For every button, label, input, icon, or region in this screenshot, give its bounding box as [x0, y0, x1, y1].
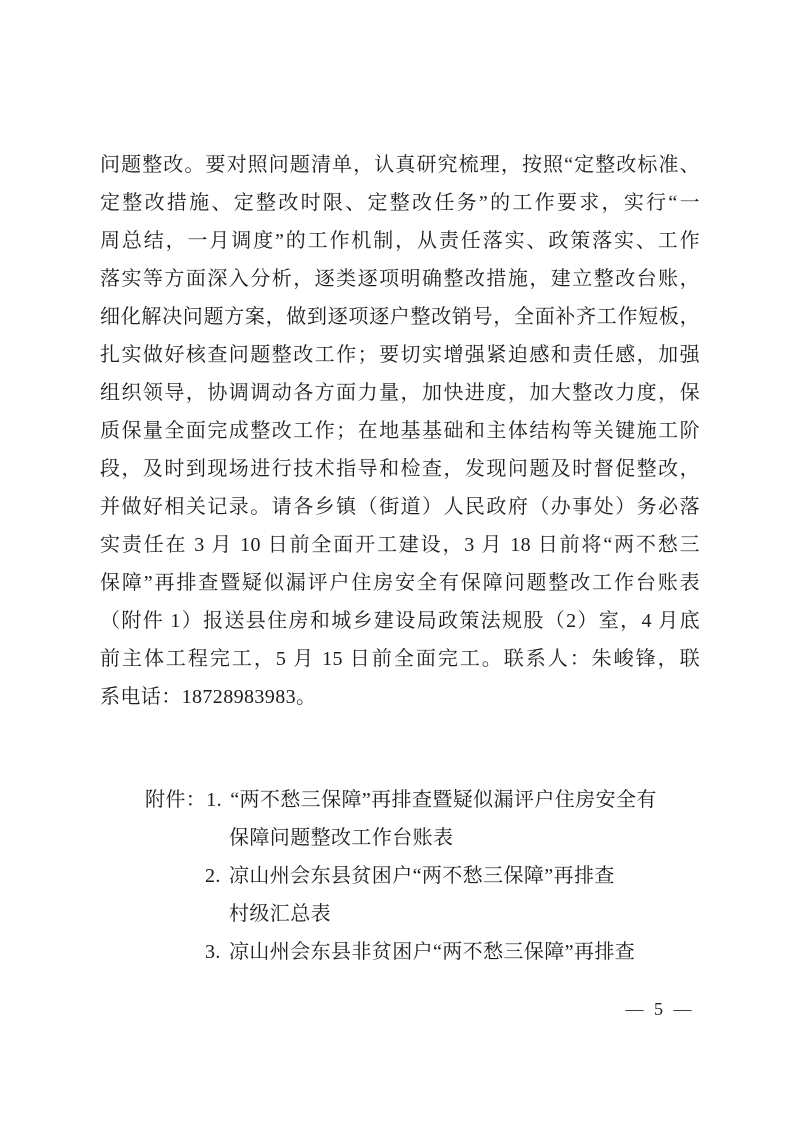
- body-line: 保障”再排查暨疑似漏评户住房安全有保障问题整改工作台账表: [100, 572, 700, 594]
- page-number: — 5 —: [625, 999, 695, 1019]
- body-line: 并做好相关记录。请各乡镇（街道）人民政府（办事处）务必落: [100, 496, 700, 518]
- attachment-3-number: 3.: [205, 941, 221, 963]
- body-line: （附件 1）报送县住房和城乡建设局政策法规股（2）室，4 月底: [100, 610, 700, 632]
- attachment-2-text: 凉山州会东县贫困户“两不愁三保障”再排查: [229, 865, 615, 887]
- attachment-3-text: 凉山州会东县非贫困户“两不愁三保障”再排查: [229, 941, 636, 963]
- attachment-item-1-continuation: [100, 819, 740, 857]
- body-line: 段，及时到现场进行技术指导和检查，发现问题及时督促整改，: [100, 458, 700, 480]
- attachment-item-2: [100, 857, 740, 895]
- body-line: 扎实做好核查问题整改工作；要切实增强紧迫感和责任感，加强: [100, 344, 700, 366]
- attachment-item-3: [100, 933, 740, 971]
- attachment-1-text: “两不愁三保障”再排查暨疑似漏评户住房安全有: [230, 789, 657, 811]
- attachment-1-number: 1.: [206, 789, 223, 811]
- body-line: 前主体工程完工，5 月 15 日前全面完工。联系人：朱峻锋，联: [100, 648, 700, 670]
- body-line: 落实等方面深入分析，逐类逐项明确整改措施，建立整改台账，: [100, 268, 700, 290]
- body-line: 实责任在 3 月 10 日前全面开工建设，3 月 18 日前将“两不愁三: [100, 534, 700, 556]
- attachment-1-text-continuation: 保障问题整改工作台账表: [229, 827, 454, 849]
- body-line: 细化解决问题方案，做到逐项逐户整改销号，全面补齐工作短板，: [100, 306, 700, 328]
- body-line: 质保量全面完成整改工作；在地基基础和主体结构等关键施工阶: [100, 420, 700, 442]
- attachment-2-text-continuation: 村级汇总表: [229, 903, 331, 925]
- body-line: 组织领导，协调调动各方面力量，加快进度，加大整改力度，保: [100, 382, 700, 404]
- attachment-item-2-continuation: [100, 895, 740, 933]
- body-line: 定整改措施、定整改时限、定整改任务”的工作要求，实行“一: [100, 192, 700, 214]
- attachments-label: 附件：: [145, 789, 207, 811]
- body-paragraph: [100, 146, 700, 716]
- attachment-item-1: [100, 781, 740, 819]
- body-line: 系电话：18728983983。: [100, 686, 317, 708]
- body-line: 问题整改。要对照问题清单，认真研究梳理，按照“定整改标准、: [100, 154, 700, 176]
- attachment-2-number: 2.: [205, 865, 221, 887]
- body-line: 周总结，一月调度”的工作机制，从责任落实、政策落实、工作: [100, 230, 700, 252]
- attachments-section: [100, 781, 740, 971]
